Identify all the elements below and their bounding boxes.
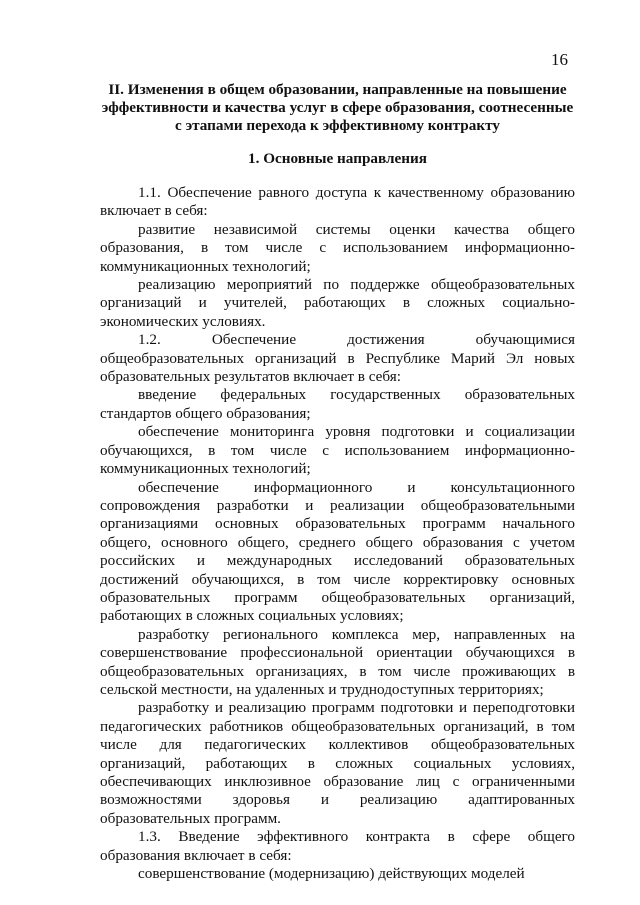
paragraph: 1.2. Обеспечение достижения обучающимися общеобразовательных организаций в Республике Марий Эл новых образовательных результатов включает в себя: xyxy=(100,331,575,386)
document-body xyxy=(100,184,575,883)
paragraph: разработку и реализацию программ подготовки и переподготовки педагогических работников общеобразовательных организаций, в том числе для педагогических коллективов общеобразовательных организаций, работающих в сложных социальных условиях, обеспечивающих инклюзивное образование лиц с ограниченными возможностями здоровья и реализацию адаптированных образовательных программ. xyxy=(100,699,575,827)
paragraph: введение федеральных государственных образовательных стандартов общего образования; xyxy=(100,386,575,422)
paragraph: 1.3. Введение эффективного контракта в сфере общего образования включает в себя: xyxy=(100,828,575,864)
paragraph: развитие независимой системы оценки качества общего образования, в том числе с использованием информационно-коммуникационных технологий; xyxy=(100,220,575,275)
paragraph: совершенствование (модернизацию) действующих моделей xyxy=(138,865,525,883)
paragraph: разработку регионального комплекса мер, направленных на совершенствование профессиональной ориентации обучающихся в общеобразовательных организациях, в том числе проживающих в сельской местности, на удаленных и труднодоступных территориях; xyxy=(100,625,575,698)
section-title: II. Изменения в общем образовании, направленные на повышение эффективности и качества услуг в сфере образования, соотнесенные с этапами перехода к эффективному контракту xyxy=(101,81,574,134)
page-number: 16 xyxy=(551,50,568,69)
subsection-title: 1. Основные направления xyxy=(248,150,427,167)
paragraph: обеспечение мониторинга уровня подготовки и социализации обучающихся, в том числе с использованием информационно-коммуникационных технологий; xyxy=(100,423,575,478)
paragraph: реализацию мероприятий по поддержке общеобразовательных организаций и учителей, работающих в сложных социально-экономических условиях. xyxy=(100,276,575,330)
paragraph: 1.1. Обеспечение равного доступа к качественному образованию включает в себя: xyxy=(100,184,575,220)
paragraph: обеспечение информационного и консультационного сопровождения разработки и реализации общеобразовательными организациями основных образовательных программ начального общего, основного общего, среднего общего образования с учетом российских и международных исследований образовательных достижений обучающихся, в том числе корректировку основных образовательных программ общеобразовательных организаций, работающих в сложных социальных условиях; xyxy=(100,478,575,625)
